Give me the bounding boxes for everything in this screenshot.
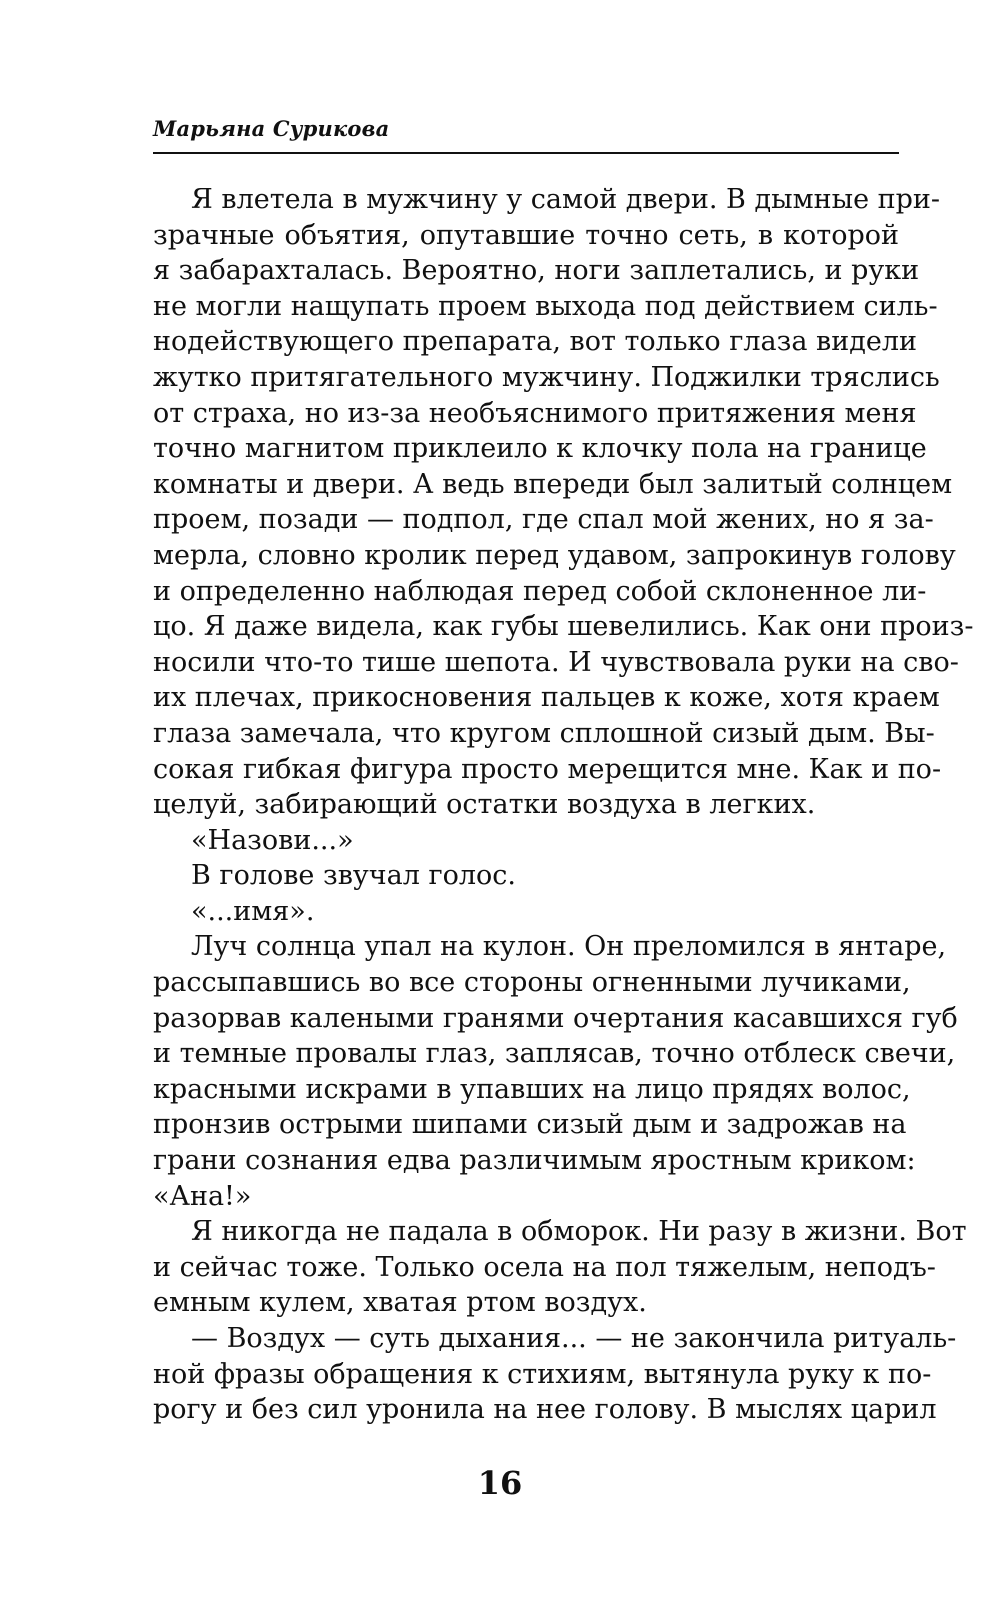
- text-line: «...имя».: [191, 895, 315, 927]
- text-line: «Назови...»: [191, 824, 354, 856]
- text-line: мерла, словно кролик перед удавом, запрокинув голову: [153, 539, 956, 571]
- text-line: их плечах, прикосновения пальцев к коже, хотя краем: [153, 682, 940, 714]
- text-line: не могли нащупать проем выхода под действием силь-: [153, 290, 938, 322]
- text-line: и сейчас тоже. Только осела на пол тяжелым, неподъ-: [153, 1251, 936, 1283]
- text-line: комнаты и двери. А ведь впереди был залитый солнцем: [153, 468, 953, 500]
- text-line: Луч солнца упал на кулон. Он преломился в янтаре,: [191, 931, 947, 963]
- body-text: [153, 182, 974, 1428]
- text-line: точно магнитом приклеило к клочку пола на границе: [153, 433, 927, 465]
- text-line: жутко притягательного мужчину. Поджилки тряслись: [153, 361, 940, 393]
- text-line: емным кулем, хватая ртом воздух.: [153, 1287, 647, 1319]
- text-line: В голове звучал голос.: [191, 860, 517, 892]
- text-line: проем, позади — подпол, где спал мой жених, но я за-: [153, 504, 934, 536]
- text-line: разорвав калеными гранями очертания касавшихся губ: [153, 1002, 958, 1034]
- text-line: и темные провалы глаз, заплясав, точно отблеск свечи,: [153, 1038, 956, 1070]
- text-line: нодействующего препарата, вот только глаза видели: [153, 326, 917, 358]
- text-line: рассыпавшись во все стороны огненными лучиками,: [153, 967, 911, 999]
- paragraph: [153, 929, 958, 1214]
- text-line: Я влетела в мужчину у самой двери. В дымные при-: [191, 184, 941, 215]
- paragraph: [153, 858, 899, 894]
- text-line: цо. Я даже видела, как губы шевелились. Как они произ-: [153, 611, 974, 643]
- page-number: 16: [477, 1464, 523, 1502]
- text-line: сокая гибкая фигура просто мерещится мне. Как и по-: [153, 753, 942, 785]
- text-line: ной фразы обращения к стихиям, вытянула руку к по-: [153, 1358, 932, 1390]
- text-line: рогу и без сил уронила на нее голову. В мыслях царил: [153, 1394, 937, 1426]
- text-line: от страха, но из-за необъяснимого притяжения меня: [153, 397, 917, 429]
- text-line: зрачные объятия, опутавшие точно сеть, в которой: [153, 219, 899, 251]
- running-head: [153, 112, 899, 154]
- author-name: Марьяна Сурикова: [153, 116, 390, 141]
- text-line: пронзив острыми шипами сизый дым и задрожав на: [153, 1109, 907, 1141]
- text-line: Я никогда не падала в обморок. Ни разу в жизни. Вот: [191, 1216, 967, 1248]
- text-line: я забарахталась. Вероятно, ноги заплетались, и руки: [153, 255, 920, 287]
- text-line: целуй, забирающий остатки воздуха в легких.: [153, 789, 816, 821]
- text-line: «Ана!»: [153, 1180, 252, 1212]
- paragraph: [153, 894, 899, 930]
- text-line: носили что-то тише шепота. И чувствовала руки на сво-: [153, 646, 959, 678]
- text-line: и определенно наблюдая перед собой склоненное ли-: [153, 575, 927, 607]
- text-line: глаза замечала, что кругом сплошной сизый дым. Вы-: [153, 717, 935, 749]
- paragraph: [153, 1321, 957, 1428]
- text-line: грани сознания едва различимым яростным криком:: [153, 1145, 916, 1177]
- paragraph: [153, 823, 899, 859]
- text-line: — Воздух — суть дыхания... — не закончила ритуаль-: [191, 1323, 957, 1354]
- paragraph: [153, 1214, 967, 1321]
- text-line: красными искрами в упавших на лицо прядях волос,: [153, 1073, 911, 1105]
- paragraph: [153, 182, 974, 823]
